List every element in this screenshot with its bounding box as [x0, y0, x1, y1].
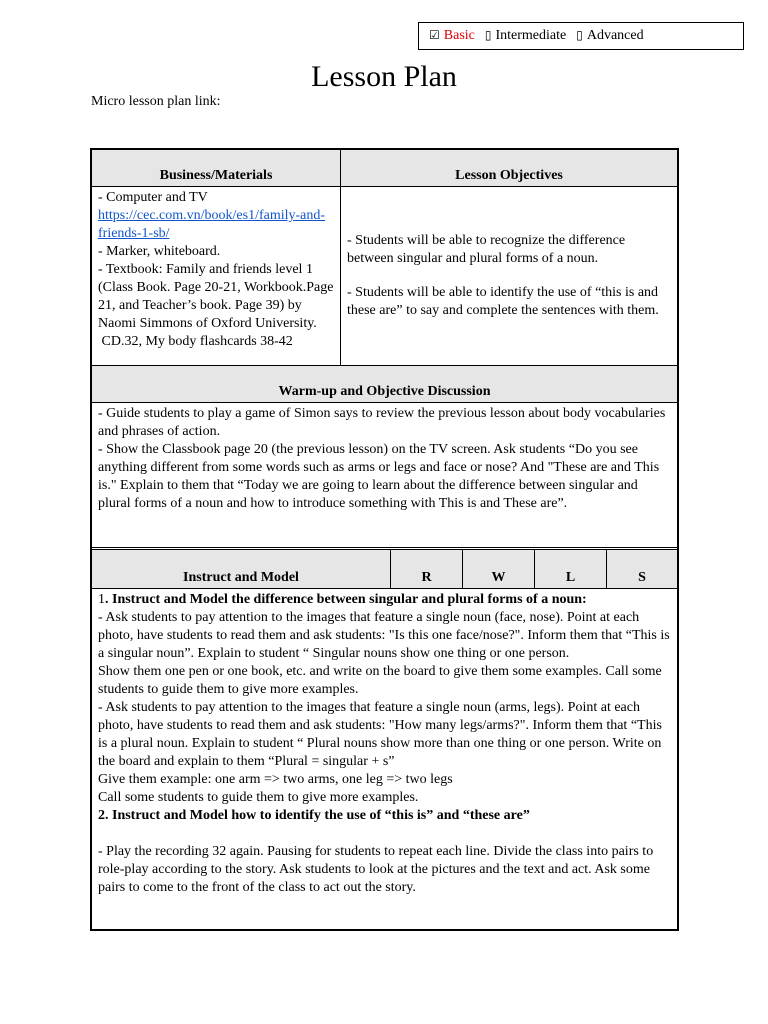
material-item: - Textbook: Family and friends level 1 (Class Book. Page 20-21, Workbook.Page 21, and Teacher’s book. Page 39) by Naomi Simmons of Oxford University. — [98, 262, 334, 331]
level-selector — [418, 22, 744, 50]
lesson-table — [90, 148, 679, 931]
material-item: - Marker, whiteboard. — [98, 244, 221, 259]
heading-text: . Instruct and Model the difference between singular and plural forms of a noun: — [105, 592, 587, 607]
instruct-row — [92, 589, 677, 929]
skill-reading: R — [391, 550, 463, 588]
warmup-header: Warm-up and Objective Discussion — [278, 384, 491, 399]
micro-lesson-link-label: Micro lesson plan link: — [91, 94, 221, 109]
level-label-advanced: Advanced — [586, 28, 644, 43]
page-title: Lesson Plan — [311, 60, 457, 93]
instruct-heading-1 — [98, 591, 671, 609]
level-label-intermediate: Intermediate — [495, 28, 567, 43]
instruct-header-row — [92, 550, 677, 589]
warmup-row — [92, 403, 677, 550]
objectives-cell — [341, 187, 677, 365]
heading-number: 1 — [98, 592, 105, 607]
instruct-paragraph: - Ask students to pay attention to the images that feature a single noun (arms, legs). Point at each photo, have students to read them and ask students: "How many legs/arms?". Inform them that “This is a plural noun. Explain to student “ Plural nouns show more than one thing or one person. Write on the board and explain to them “Plural = singular + s” — [98, 700, 662, 769]
instruct-header: Instruct and Model — [92, 550, 391, 588]
level-option-advanced[interactable] — [576, 28, 643, 44]
material-item: CD.32, My body flashcards 38-42 — [98, 334, 293, 349]
instruct-heading-2 — [98, 807, 671, 825]
warmup-header-row — [92, 366, 677, 403]
warmup-cell — [92, 403, 677, 547]
spacer — [98, 825, 671, 843]
materials-row — [92, 187, 677, 366]
checkbox-empty-icon[interactable]: ▯ — [484, 28, 492, 42]
material-item: - Computer and TV — [98, 190, 208, 205]
warmup-item: - Show the Classbook page 20 (the previous lesson) on the TV screen. Ask students “Do you see anything different from some words such as arms or legs and face or nose? And "These are and This is." Explain to them that “Today we are going to learn about the difference between singular and plural forms of a noun and how to introduce something with This is and These are”. — [98, 442, 660, 511]
materials-cell — [92, 187, 341, 365]
level-label-basic: Basic — [443, 28, 475, 43]
instruct-paragraph: Give them example: one arm => two arms, one leg => two legs — [98, 772, 453, 787]
instruct-cell — [92, 589, 677, 929]
material-link[interactable]: https://cec.com.vn/book/es1/family-and-friends-1-sb/ — [98, 208, 326, 241]
instruct-paragraph: - Play the recording 32 again. Pausing for students to repeat each line. Divide the class into pairs to role-play according to the story. Ask students to look at the pictures and the text and act. Ask some pairs to come to the front of the class to act out the story. — [98, 844, 654, 895]
instruct-paragraph: - Ask students to pay attention to the images that feature a single noun (face, nose). Point at each photo, have students to read them and ask students: "Is this one face/nose?". Inform them that “This is a singular noun”. Explain to student “ Singular nouns show one thing or one person. — [98, 610, 670, 661]
checkbox-checked-icon[interactable]: ☑ — [429, 28, 440, 42]
level-option-basic[interactable] — [429, 28, 475, 44]
instruct-paragraph: Call some students to guide them to give more examples. — [98, 790, 419, 805]
warmup-item: - Guide students to play a game of Simon says to review the previous lesson about body vocabularies and phrases of action. — [98, 406, 666, 439]
objective-item: - Students will be able to identify the use of “this is and these are” to say and complete the sentences with them. — [347, 285, 659, 318]
objectives-header: Lesson Objectives — [455, 168, 563, 183]
objective-item: - Students will be able to recognize the difference between singular and plural forms of a noun. — [347, 233, 626, 266]
skill-listening: L — [535, 550, 607, 588]
heading-text: 2. Instruct and Model how to identify the use of “this is” and “these are” — [98, 808, 530, 823]
materials-header: Business/Materials — [92, 150, 341, 186]
checkbox-empty-icon[interactable]: ▯ — [576, 28, 583, 42]
skill-speaking: S — [638, 570, 646, 585]
skill-writing: W — [463, 550, 535, 588]
level-option-intermediate[interactable] — [485, 28, 566, 44]
instruct-paragraph: Show them one pen or one book, etc. and write on the board to give them some examples. Call some students to guide them to give more examples. — [98, 664, 662, 697]
table-header-row — [92, 150, 677, 187]
